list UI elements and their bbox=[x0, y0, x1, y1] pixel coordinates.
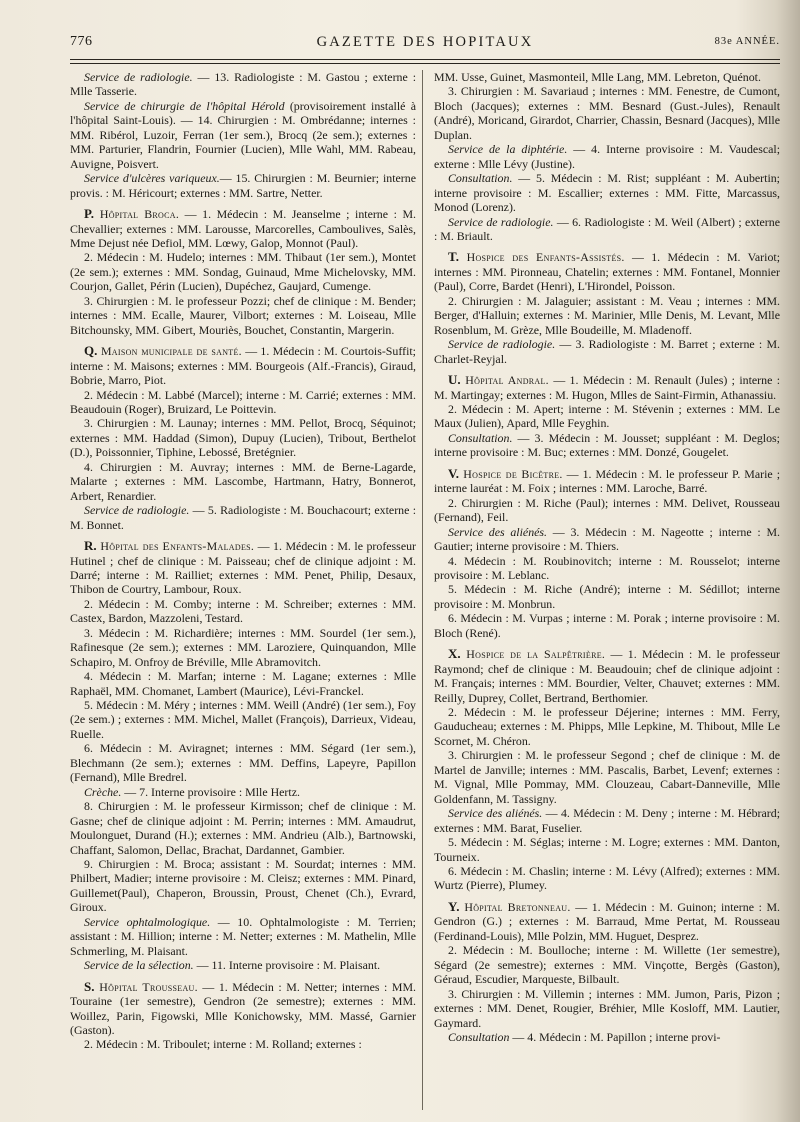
section-letter: T. bbox=[448, 249, 467, 265]
paragraph bbox=[434, 611, 780, 640]
paragraph bbox=[434, 943, 780, 986]
paragraph-text: — 6. Radiologiste : M. Weil (Albert) ; externe : M. Briault. bbox=[434, 214, 780, 243]
paragraph-text: 4. Médecin : M. Roubinovitch; interne : M. Rousselot; interne provisoire : M. Leblanc. bbox=[434, 553, 780, 582]
paragraph-text: — 1. Médecin : M. Renault (Jules) ; interne : M. Martingay; externes : M. Hugon, Mlles de Saint-Firmin, Athanassiu. bbox=[434, 373, 780, 402]
paragraph bbox=[434, 748, 780, 806]
header-rule bbox=[70, 59, 780, 60]
section-heading-paragraph bbox=[434, 647, 780, 705]
section-heading-paragraph bbox=[434, 373, 780, 402]
paragraph bbox=[434, 705, 780, 748]
paragraph-text: — 5. Radiologiste : M. Bouchacourt; externe : M. Bonnet. bbox=[70, 503, 416, 532]
volume-year: 83e ANNÉE. bbox=[714, 36, 780, 47]
paragraph-text: 3. Chirurgien : M. le professeur Pozzi; chef de clinique : M. Bender; internes : MM. Ecalle, Maurer, Vilbort; externes : M. Loiseau, Mlle Bitchounsky, MM. Gibert, Mouriès, Bouchet, Constantin, Margerin. bbox=[70, 293, 416, 337]
service-name: Service de la sélection. bbox=[84, 958, 194, 973]
service-name: Service des aliénés. bbox=[448, 806, 543, 821]
paragraph-text: 6. Médecin : M. Chaslin; interne : M. Lévy (Alfred); externes : MM. Wurtz (Pierre), Plumey. bbox=[434, 864, 780, 893]
paragraph bbox=[434, 294, 780, 337]
paragraph-text: — 3. Médecin : M. Jousset; suppléant : M. Deglos; interne provisoire : M. Buc; externes : MM. Donzé, Gougelet. bbox=[434, 430, 780, 460]
paragraph bbox=[70, 958, 416, 972]
hospital-name: Hospice de Bicêtre. bbox=[463, 466, 563, 481]
paragraph-text: 3. Chirurgien : M. Savariaud ; internes : MM. Fenestre, de Cumont, Bloch (Jacques); externes : MM. Besnard (Gust.-Jules), Renault (André), Moricand, Girardot, Charrier, Chassin, Besnard (Jacques), Mlle Duplan. bbox=[434, 84, 780, 142]
hospital-name: Hôpital Bretonneau. bbox=[464, 899, 571, 914]
paragraph bbox=[434, 142, 780, 171]
paragraph bbox=[434, 431, 780, 460]
paragraph-text: — 1. Médecin : M. le professeur Raymond; chef de clinique : M. Beaudouin; chef de clinique adjoint : M. Français; internes : MM. Bourdier, Velter, Chauvet; externes : MM. Reilly, Duprey, Collet, Bertrand, Berthomier. bbox=[434, 647, 780, 705]
paragraph bbox=[70, 460, 416, 503]
paragraph bbox=[434, 70, 780, 84]
service-name: Service ophtalmologique. bbox=[84, 914, 211, 929]
paragraph bbox=[70, 1037, 416, 1051]
paragraph-text: 3. Chirurgien : M. Villemin ; internes : MM. Jumon, Paris, Pizon ; externes : MM. Denet, Rougier, Bréhier, Mlle Kosloff, MM. Lautier, Gaymard. bbox=[434, 986, 780, 1030]
paragraph-text: 3. Médecin : M. Richardière; internes : MM. Sourdel (1er sem.), Rafinesque (2e sem.); externes : MM. Laroziere, Quinquandon, Mlle Schapiro, M. Onfroy de Bréville, Mlle Abramovitch. bbox=[70, 625, 416, 669]
paragraph bbox=[434, 402, 780, 431]
paragraph-text: MM. Usse, Guinet, Masmonteil, Mlle Lang, MM. Lebreton, Quénot. bbox=[434, 70, 761, 84]
section-letter: V. bbox=[448, 465, 464, 481]
paragraph-text: — 5. Médecin : M. Rist; suppléant : M. Aubertin; interne provisoire : M. Escallier; externes : MM. Fitte, Marcassus, Monod (Lorenz). bbox=[434, 171, 780, 215]
service-name: Service de radiologie. bbox=[84, 70, 193, 84]
paragraph bbox=[434, 582, 780, 611]
paragraph-text: 3. Chirurgien : M. le professeur Segond ; chef de clinique : M. de Martel de Janville; internes : MM. Pascalis, Barbet, Levenf; externes : M. Vignal, Mlle Pommay, MM. Clouzeau, Cabart-Danneville, Mlle Goldenfann, M. Tassigny. bbox=[434, 748, 780, 806]
hospital-name: Hôpital Broca. bbox=[99, 207, 180, 222]
hospital-name: Hôpital Andral. bbox=[465, 373, 549, 388]
paragraph bbox=[434, 864, 780, 893]
paragraph-text: — 10. Ophtalmologiste : M. Terrien; assistant : M. Hillion; interne : M. Netter; externes : M. Mathelin, Mlle Schmerling, M. Plaisant. bbox=[70, 914, 416, 958]
paragraph-text: 6. Médecin : M. Avіragnet; internes : MM. Ségard (1er sem.), Blechmann (2e sem.); externes : MM. Deffins, Lapeyre, Papillon (Fernand), Mlle Bredrel. bbox=[70, 741, 416, 785]
paragraph bbox=[70, 785, 416, 799]
section-letter: X. bbox=[448, 646, 467, 662]
paragraph-text: 2. Médecin : M. Labbé (Marcel); interne : M. Carrié; externes : MM. Beaudouin (Roger), Bruizard, Le Poittevin. bbox=[70, 387, 416, 416]
section-heading-paragraph bbox=[70, 539, 416, 597]
service-name: Service des aliénés. bbox=[448, 524, 548, 539]
paragraph bbox=[434, 215, 780, 244]
paragraph-text: 2. Médecin : M. Comby; interne : M. Schreiber; externes : MM. Castex, Bardon, Mazzoleni, Testard. bbox=[70, 596, 416, 626]
section-letter: U. bbox=[448, 372, 466, 388]
service-name: Service de radiologie. bbox=[84, 503, 190, 518]
paragraph-text: 2. Médecin : M. Apert; interne : M. Stévenin ; externes : MM. Le Maux (Julien), Apard, Mlle Feyghin. bbox=[434, 401, 780, 431]
service-name: Consultation. bbox=[448, 430, 513, 445]
section-heading-paragraph bbox=[70, 344, 416, 387]
paragraph bbox=[70, 416, 416, 459]
paragraph bbox=[434, 806, 780, 835]
paragraph-text: — 15. Chirurgien : M. Beurnier; interne provis. : M. Héricourt; externes : MM. Sartre, Netter. bbox=[70, 171, 416, 200]
paragraph-text: — 3. Radiologiste : M. Barret ; externe : M. Charlet-Reyjal. bbox=[434, 337, 781, 366]
service-name: Service de radiologie. bbox=[448, 337, 556, 352]
section-letter: Q. bbox=[84, 343, 101, 359]
paragraph-text: — 1. Médecin : M. le professeur Hutinel ; chef de clinique : M. Paisseau; chef de clinique adjoint : M. Darré; interne : M. Railliet; externes : MM. Penet, Philip, Desaux, Thibon de Courtry, Lambour, Roux. bbox=[70, 539, 416, 597]
service-name: Service de chirurgie de l'hôpital Hérold bbox=[84, 98, 285, 113]
paragraph bbox=[434, 525, 780, 554]
paragraph-text: 4. Chirurgien : M. Auvray; internes : MM. de Berne-Lagarde, Malarte ; externes : MM. Lascombe, Hartmann, Hatry, Bonnerot, Arbert, Renardier. bbox=[70, 459, 416, 503]
paragraph bbox=[434, 1030, 780, 1044]
paragraph bbox=[434, 987, 780, 1030]
page-number: 776 bbox=[70, 34, 93, 49]
column-divider bbox=[422, 70, 423, 1110]
hospital-name: Hospice des Enfants-Assistés. bbox=[466, 250, 625, 265]
paragraph-text: — 7. Interne provisoire : Mlle Hertz. bbox=[121, 784, 300, 799]
paragraph-text: — 1. Médecin : M. le professeur P. Marie ; interne lauréat : M. Foix ; internes : MM. Laroche, Barré. bbox=[434, 466, 780, 496]
paragraph bbox=[70, 741, 416, 784]
paragraph bbox=[70, 698, 416, 741]
paragraph-text: — 11. Interne provisoire : M. Plaisant. bbox=[193, 958, 381, 973]
paragraph bbox=[70, 99, 416, 171]
page-header bbox=[70, 34, 780, 56]
paragraph-text: 5. Médecin : M. Riche (André); interne : M. Sédillot; interne provisoire : M. Monbrun. bbox=[434, 582, 780, 611]
paragraph-text: (provisoirement installé à l'hôpital Saint-Louis). — 14. Chirurgien : M. Ombrédanne; internes : MM. Ribérol, Luzoir, Ferran (1er sem.), Brocq (2e sem.); externes : MM. Parturier, Flandrin, Fournier (Lucien), Mlle Wahl, MM. Rabeau, Auvigne, Poisvert. bbox=[70, 98, 416, 171]
paragraph bbox=[434, 835, 780, 864]
service-name: Consultation. bbox=[448, 171, 513, 186]
paragraph-text: 6. Médecin : M. Vurpas ; interne : M. Porak ; interne provisoire : M. Bloch (René). bbox=[434, 611, 780, 640]
paragraph-text: — 13. Radiologiste : M. Gastou ; externe : Mlle Tasserie. bbox=[70, 70, 416, 99]
section-letter: S. bbox=[84, 978, 100, 994]
header-rule-thin bbox=[70, 63, 780, 64]
paragraph-text: 2. Chirurgien : M. Riche (Paul); internes : MM. Delivet, Rousseau (Fernand), Feil. bbox=[434, 495, 780, 525]
section-heading-paragraph bbox=[434, 467, 780, 496]
paragraph-text: 4. Médecin : M. Marfan; interne : M. Lagane; externes : Mlle Raphaël, MM. Chomanet, Lambert (Maurice), Lévi-Franckel. bbox=[70, 669, 416, 698]
paragraph-text: — 3. Médecin : M. Nageotte ; interne : M. Gautier; interne provisoire : M. Thiers. bbox=[434, 524, 781, 554]
paragraph-text: — 4. Médecin : M. Papillon ; interne provi- bbox=[509, 1030, 721, 1044]
paragraph bbox=[70, 294, 416, 337]
journal-title: GAZETTE DES HOPITAUX bbox=[316, 34, 534, 50]
paragraph-text: — 1. Médecin : M. Jeanselme ; interne : M. Chevallier; externes : MM. Larousse, Marcorelles, Camboulives, Salès, Mme Dejust née Defiol, MM. Lœwy, Galop, Monnot (Paul). bbox=[70, 207, 416, 250]
service-name: Service de radiologie. bbox=[448, 214, 554, 229]
section-heading-paragraph bbox=[434, 250, 780, 293]
paragraph bbox=[70, 669, 416, 698]
paragraph bbox=[70, 799, 416, 857]
section-heading-paragraph bbox=[70, 980, 416, 1038]
paragraph-text: — 4. Interne provisoire : M. Vaudescal; externe : Mlle Lévy (Justine). bbox=[434, 142, 781, 171]
paragraph-text: 2. Médecin : M. le professeur Déjerine; internes : MM. Ferry, Gauducheau; externes : M. Phipps, Mlle Lepkine, M. Thibout, Mlle Le Scornet, M. Chéron. bbox=[434, 705, 780, 748]
paragraph bbox=[70, 70, 416, 99]
paragraph-text: 2. Médecin : M. Boulloche; interne : M. Willette (1er semestre), Ségard (2e semestre); externes : MM. Vinçotte, Bergès (Gaston), Géraud, Escudier, Marqueste, Bilbault. bbox=[434, 943, 780, 987]
paragraph-text: — 1. Médecin : M. Courtois-Suffit; interne : M. Maisons; externes : MM. Bourgeois (Alf.-Francis), Giraud, Bobrie, Marro, Piot. bbox=[70, 344, 416, 388]
paragraph-text: 2. Médecin : M. Triboulet; interne : M. Rolland; externes : bbox=[84, 1037, 362, 1052]
paragraph-text: 8. Chirurgien : M. le professeur Kirmisson; chef de clinique : M. Gasne; chef de clinique adjoint : M. Perrin; internes : MM. Amaudrut, Moulonguet, Durand (H.); externes : MM. Andrieu (Alb.), Bartnowski, Chaffant, Salomon, Dellac, Brachat, Dardannet, Gambier. bbox=[70, 799, 416, 857]
section-heading-paragraph bbox=[70, 207, 416, 250]
paragraph-text: 3. Chirurgien : M. Launay; internes : MM. Pellot, Brocq, Séquinot; externes : MM. Haddad (Simon), Dupuy (Lucien), Tribout, Berthelot (D.), Poissonnier, Tiphine, Lebossé, Bretégnier. bbox=[70, 416, 416, 460]
paragraph bbox=[70, 626, 416, 669]
hospital-name: Maison municipale de santé. bbox=[100, 344, 242, 359]
section-letter: Y. bbox=[448, 898, 465, 914]
hospital-name: Hôpital Trousseau. bbox=[99, 979, 198, 994]
paragraph bbox=[434, 171, 780, 214]
service-name: Consultation bbox=[448, 1030, 510, 1044]
paragraph bbox=[434, 84, 780, 142]
left-column bbox=[70, 70, 416, 1052]
paragraph bbox=[70, 597, 416, 626]
paragraph-text: 5. Médecin : M. Méry ; internes : MM. Weill (André) (1er sem.), Foy (2e sem.) ; externes : MM. Michel, Mallet (François), Darrieux, Videau, Ruelle. bbox=[70, 698, 416, 741]
service-name: Crèche. bbox=[84, 784, 122, 799]
paragraph-text: 5. Médecin : M. Séglas; interne : M. Logre; externes : MM. Danton, Tourneix. bbox=[434, 835, 780, 864]
paragraph-text: — 4. Médecin : M. Deny ; interne : M. Hébrard; externes : MM. Barat, Fuselier. bbox=[434, 806, 781, 835]
paragraph bbox=[70, 388, 416, 417]
hospital-name: Hospice de la Salpêtrière. bbox=[466, 647, 606, 662]
section-letter: R. bbox=[84, 538, 101, 554]
paragraph bbox=[434, 337, 780, 366]
paragraph bbox=[434, 554, 780, 583]
paragraph-text: — 1. Médecin : M. Variot; internes : MM. Pironneau, Chatelin; externes : MM. Fontanel, Monnier (Paul), Corre, Bardet (Henri), L'Hirondel, Poisson. bbox=[434, 250, 780, 294]
paragraph-text: — 1. Médecin : M. Guinon; interne : M. Gendron (G.) ; externes : M. Barraud, Mme Pertat, M. Rousseau (Ferdinand-Louis), Mlle Polzin, MM. Huguet, Desprez. bbox=[434, 899, 780, 943]
hospital-name: Hôpital des Enfants-Malades. bbox=[100, 539, 255, 554]
paragraph bbox=[70, 250, 416, 293]
paragraph-text: — 1. Médecin : M. Netter; internes : MM. Touraine (1er semestre), Gendron (2e semestre); externes : MM. Woillez, Parin, Figowski, Mlle Konichowsky, MM. Massé, Garnier (Gaston). bbox=[70, 979, 416, 1037]
paragraph bbox=[70, 503, 416, 532]
paragraph-text: 2. Chirurgien : M. Jalaguier; assistant : M. Veau ; internes : MM. Berger, d'Halluin; externes : M. Marinier, Mlle Denis, M. Levant, Mlle Rosenblum, M. Grèze, Mlle Boudeille, M. Mladenoff. bbox=[434, 293, 780, 337]
paragraph bbox=[70, 171, 416, 200]
service-name: Service d'ulcères variqueux. bbox=[84, 171, 220, 186]
paragraph bbox=[434, 496, 780, 525]
paragraph-text: 2. Médecin : M. Hudelo; internes : MM. Thibaut (1er sem.), Montet (2e sem.); externes : MM. Sondag, Guinaud, Mme Michelovsky, MM. Courjon, Gallet, Périn (Lucien), Dupéchez, Gaujard, Cumenge. bbox=[70, 250, 416, 294]
section-heading-paragraph bbox=[434, 900, 780, 943]
paragraph bbox=[70, 857, 416, 915]
paragraph-text: 9. Chirurgien : M. Broca; assistant : M. Sourdat; internes : MM. Philbert, Madier; interne provisoire : M. Cleisz; externes : MM. Pinard, Guillemet(Paul), Chaperon, Broussin, Proust, Chenet (Ch.), Evrard, Giroux. bbox=[70, 857, 416, 915]
right-column bbox=[434, 70, 780, 1044]
service-name: Service de la diphtérie. bbox=[448, 142, 568, 157]
section-letter: P. bbox=[84, 206, 100, 222]
paragraph bbox=[70, 915, 416, 958]
